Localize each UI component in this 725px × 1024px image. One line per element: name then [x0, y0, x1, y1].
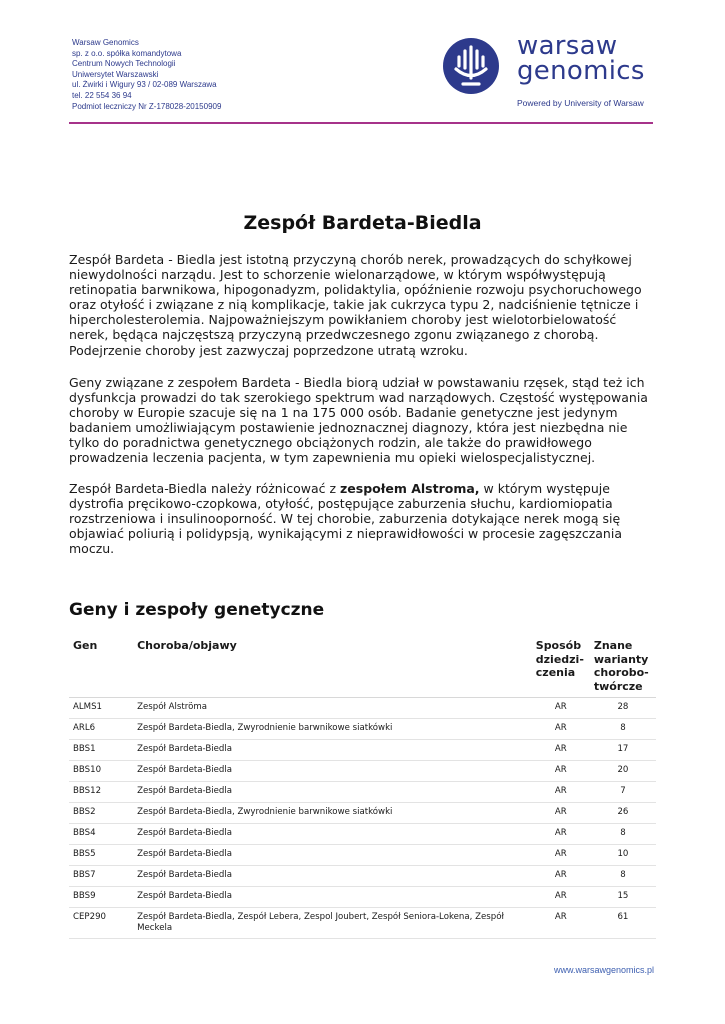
address-line: sp. z o.o. spółka komandytowa: [72, 48, 182, 58]
address-line: Uniwersytet Warszawski: [72, 69, 159, 79]
company-logo: [443, 31, 658, 113]
footer-website-link[interactable]: www.warsawgenomics.pl: [553, 965, 654, 975]
cell-inheritance: AR: [532, 698, 590, 719]
differential-text-end: w którym występuje dystrofia pręcikowo-czopkowa, otyłość, postępujące zaburzenia słuchu, kardiomiopatia rozstrzeniowa i insulinooporność. W tej chorobie, zaburzenia dotykające nerek mogą się objawiać poliurią i polidypsją, wynikającymi z nieprawidłowości w procesie zagęszczania moczu.: [69, 481, 622, 557]
page-title: Zespół Bardeta-Biedla: [243, 212, 482, 234]
header-disease: Choroba/objawy: [133, 637, 532, 698]
table-row: [69, 761, 656, 782]
cell-variants: 8: [590, 866, 656, 887]
table-row: [69, 698, 656, 719]
differential-text-start: Zespół Bardeta-Biedla należy różnicować z: [69, 481, 340, 496]
cell-variants: 8: [590, 719, 656, 740]
genes-paragraph: Geny związane z zespołem Bardeta - Biedla biorą udział w powstawaniu rzęsek, stąd też ich dysfunkcja prowadzi do tak szerokiego spektrum wad narządowych. Częstość występowania choroby w Europie szacuje się na 1 na 175 000 osób. Badanie genetyczne jest jedynym badaniem umożliwiającym postawienie jednoznacznej diagnozy, która jest niezbędna nie tylko do poradnictwa genetycznego obciążonych rodzin, ale także do prawidłowego prowadzenia leczenia pacjenta, w tym zapewnienia mu opieki wielospecjalistycznej.: [69, 375, 648, 466]
table-row: [69, 803, 656, 824]
cell-variants: 7: [590, 782, 656, 803]
address-line: tel. 22 554 36 94: [72, 90, 132, 100]
header-gene: Gen: [69, 637, 133, 698]
table-row: [69, 908, 656, 939]
cell-disease: Zespół Bardeta-Biedla, Zwyrodnienie barwnikowe siatkówki: [133, 719, 532, 740]
cell-inheritance: AR: [532, 782, 590, 803]
cell-gene: BBS4: [69, 824, 133, 845]
genes-table: [69, 637, 656, 939]
section-title: Geny i zespoły genetyczne: [69, 600, 325, 620]
differential-paragraph: [69, 481, 659, 556]
cell-inheritance: AR: [532, 887, 590, 908]
address-line: Centrum Nowych Technologii: [72, 59, 176, 69]
cell-disease: Zespół Bardeta-Biedla: [133, 740, 532, 761]
cell-disease: Zespół Bardeta-Biedla: [133, 761, 532, 782]
cell-inheritance: AR: [532, 866, 590, 887]
table-row: [69, 824, 656, 845]
cell-inheritance: AR: [532, 740, 590, 761]
header-variants: Znane warianty chorobo-twórcze: [590, 637, 656, 698]
cell-gene: BBS9: [69, 887, 133, 908]
table-row: [69, 740, 656, 761]
cell-gene: ALMS1: [69, 698, 133, 719]
address-line: Podmiot leczniczy Nr Z-178028-20150909: [72, 101, 222, 111]
cell-variants: 20: [590, 761, 656, 782]
table-row: [69, 887, 656, 908]
cell-inheritance: AR: [532, 908, 590, 939]
logo-wordmark: [517, 31, 645, 86]
differential-bold-term: zespołem Alstroma,: [340, 481, 480, 496]
cell-disease: Zespół Bardeta-Biedla: [133, 866, 532, 887]
cell-disease: Zespół Bardeta-Biedla, Zespół Lebera, Zespol Joubert, Zespół Seniora-Lokena, Zespół Meckela: [133, 908, 532, 939]
cell-variants: 26: [590, 803, 656, 824]
cell-gene: BBS7: [69, 866, 133, 887]
table-row: [69, 845, 656, 866]
cell-disease: Zespół Bardeta-Biedla, Zwyrodnienie barwnikowe siatkówki: [133, 803, 532, 824]
cell-inheritance: AR: [532, 761, 590, 782]
cell-gene: BBS5: [69, 845, 133, 866]
header-inheritance: Sposób dziedzi-czenia: [532, 637, 590, 698]
cell-variants: 15: [590, 887, 656, 908]
table-row: [69, 782, 656, 803]
logo-tagline: Powered by University of Warsaw: [517, 98, 644, 108]
cell-variants: 61: [590, 908, 656, 939]
cell-gene: CEP290: [69, 908, 133, 939]
cell-disease: Zespół Alströma: [133, 698, 532, 719]
cell-inheritance: AR: [532, 719, 590, 740]
cell-gene: ARL6: [69, 719, 133, 740]
header-divider: [69, 122, 653, 124]
logo-emblem-icon: [443, 38, 499, 94]
cell-disease: Zespół Bardeta-Biedla: [133, 824, 532, 845]
address-line: Warsaw Genomics: [72, 38, 139, 47]
cell-variants: 10: [590, 845, 656, 866]
cell-gene: BBS12: [69, 782, 133, 803]
cell-gene: BBS1: [69, 740, 133, 761]
logo-word-genomics: genomics: [517, 56, 645, 86]
logo-word-warsaw: warsaw: [517, 31, 618, 61]
cell-disease: Zespół Bardeta-Biedla: [133, 782, 532, 803]
company-address-block: [72, 38, 221, 112]
table-header-row: [69, 637, 656, 698]
table-row: [69, 866, 656, 887]
cell-gene: BBS10: [69, 761, 133, 782]
cell-variants: 17: [590, 740, 656, 761]
cell-gene: BBS2: [69, 803, 133, 824]
intro-paragraph: Zespół Bardeta - Biedla jest istotną przyczyną chorób nerek, prowadzących do schyłkowej niewydolności narządu. Jest to schorzenie wielonarządowe, w którym współwystępują retinopatia barwnikowa, hipogonadyzm, polidaktylia, opóźnienie rozwoju psychoruchowego oraz otyłość i związane z nią komplikacje, takie jak cukrzyca typu 2, nadciśnienie tętnicze i hipercholesterolemia. Najpoważniejszym powikłaniem choroby jest wielotorbielowatość nerek, będąca najczęstszą przyczyną przedwczesnego zgonu związanego z chorobą. Podejrzenie choroby jest zazwyczaj poprzedzone utratą wzroku.: [69, 252, 642, 358]
cell-variants: 28: [590, 698, 656, 719]
cell-inheritance: AR: [532, 845, 590, 866]
cell-inheritance: AR: [532, 824, 590, 845]
cell-disease: Zespół Bardeta-Biedla: [133, 887, 532, 908]
cell-inheritance: AR: [532, 803, 590, 824]
cell-variants: 8: [590, 824, 656, 845]
cell-disease: Zespół Bardeta-Biedla: [133, 845, 532, 866]
address-line: ul. Żwirki i Wigury 93 / 02-089 Warszawa: [72, 80, 217, 90]
table-row: [69, 719, 656, 740]
